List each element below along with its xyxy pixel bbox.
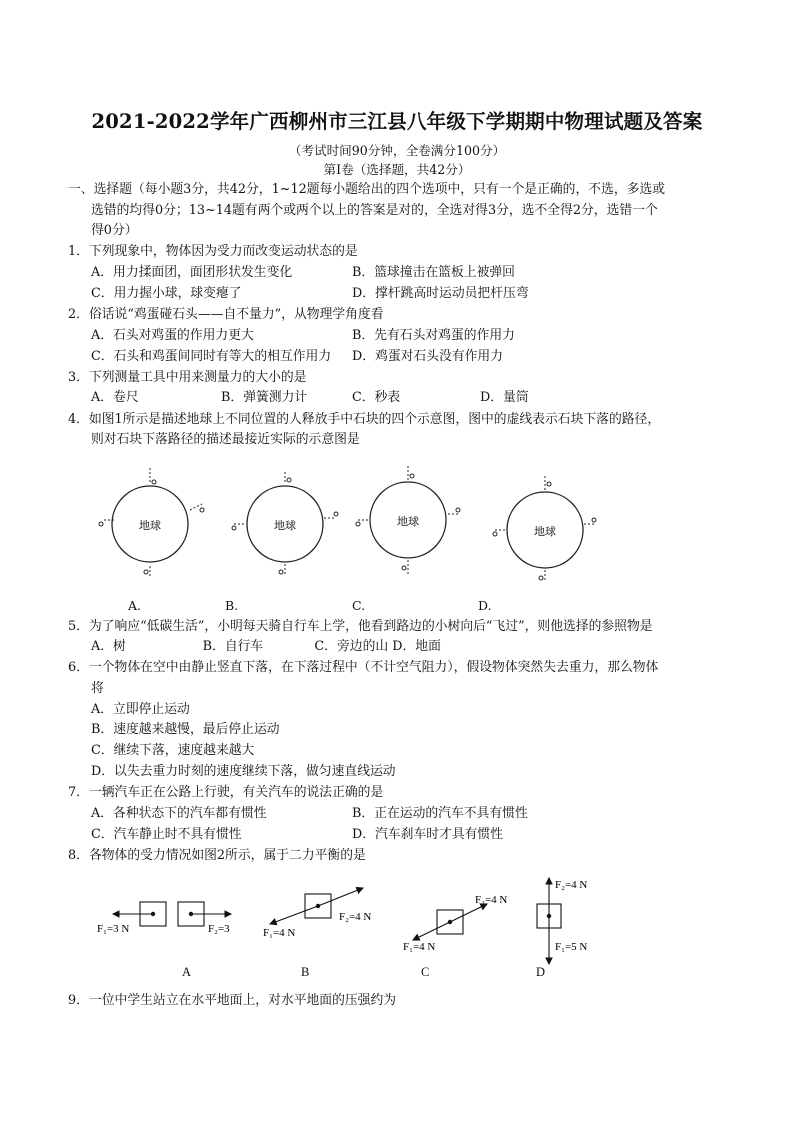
question-1-option-c: C．用力握小球，球变瘪了: [91, 286, 242, 301]
figure-1-label-b: B.: [225, 598, 239, 613]
earth-diagram-a: [99, 468, 204, 578]
question-3-option-b: B．弹簧测力计: [221, 390, 308, 405]
question-6-stem-line-1: 6．一个物体在空中由静止竖直下落，在下落过程中（不计空气阻力），假设物体突然失去重力，那么物体: [68, 660, 659, 675]
figure-1-earth-diagrams: [90, 462, 610, 592]
earth-label: 地球: [534, 526, 556, 538]
force-label-d-f2: F₂=4 N: [555, 879, 588, 891]
question-5-stem: 5．为了响应“低碳生活”，小明每天骑自行车上学，他看到路边的小树向后“飞过”，则他选择的参照物是: [68, 619, 653, 634]
force-label-b-f1: F₁=4 N: [263, 927, 296, 939]
page-title: 2021-2022学年广西柳州市三江县八年级下学期期中物理试题及答案: [91, 110, 703, 133]
question-7-option-a: A．各种状态下的汽车都有惯性: [91, 806, 267, 821]
force-label-c-f2: F₂=4 N: [475, 894, 508, 906]
earth-diagram-b: [232, 472, 338, 576]
question-1-option-b: B．篮球撞击在篮板上被弹回: [352, 265, 515, 280]
earth-label: 地球: [139, 520, 161, 532]
question-1-option-d: D．撑杆跳高时运动员把杆压弯: [352, 286, 529, 301]
question-2-option-b: B．先有石头对鸡蛋的作用力: [352, 328, 515, 343]
question-4-stem-line-1: 4．如图1所示是描述地球上不同位置的人释放手中石块的四个示意图，图中的虚线表示石块下落的路径，: [68, 412, 661, 427]
earth-diagram-c: [356, 466, 460, 574]
section-instructions-line-3: 得0分）: [91, 223, 138, 238]
question-6-option-b: B．速度越来越慢，最后停止运动: [91, 722, 280, 737]
exam-info: （考试时间90分钟，全卷满分100分）: [288, 143, 506, 158]
force-diagram-b: [263, 888, 371, 939]
earth-diagram-d: [493, 476, 596, 582]
earth-label: 地球: [397, 516, 419, 528]
question-3-option-a: A．卷尺: [91, 390, 139, 405]
question-9-stem: 9．一位中学生站立在水平地面上，对水平地面的压强约为: [68, 993, 397, 1008]
question-1-stem: 1．下列现象中，物体因为受力而改变运动状态的是: [68, 244, 358, 259]
question-6-option-a: A．立即停止运动: [91, 702, 190, 717]
figure-2-label-b: B: [301, 965, 310, 979]
question-7-option-d: D．汽车刹车时才具有惯性: [352, 827, 504, 842]
figure-1-label-a: A.: [128, 598, 142, 613]
force-label-d-f1: F₁=5 N: [555, 941, 588, 953]
question-4-stem-line-2: 则对石块下落路径的描述最接近实际的示意图是: [91, 432, 360, 447]
question-6-option-c: C．继续下落，速度越来越大: [91, 743, 255, 758]
force-label-b-f2: F₂=4 N: [339, 911, 372, 923]
force-diagram-d: [537, 878, 587, 964]
question-7-option-c: C．汽车静止时不具有惯性: [91, 827, 242, 842]
force-label-a-f1: F₁=3 N: [97, 923, 130, 935]
question-2-option-d: D．鸡蛋对石头没有作用力: [352, 349, 504, 364]
question-1-option-a: A．用力揉面团，面团形状发生变化: [91, 265, 293, 280]
question-5-options: A．树 B．自行车 C．旁边的山 D．地面: [91, 639, 441, 654]
question-6-stem-line-2: 将: [91, 681, 104, 696]
force-diagram-a: [97, 902, 231, 935]
question-3-option-c: C．秒表: [352, 390, 401, 405]
figure-2-label-a: A: [182, 965, 192, 979]
question-7-option-b: B．正在运动的汽车不具有惯性: [352, 806, 528, 821]
question-2-stem: 2．俗话说“鸡蛋碰石头——自不量力”，从物理学角度看: [68, 307, 384, 322]
question-8-stem: 8．各物体的受力情况如图2所示，属于二力平衡的是: [68, 848, 366, 863]
section-instructions-line-1: 一、选择题（每小题3分，共42分，1~12题每小题给出的四个选项中，只有一个是正确的，不选，多选或: [68, 182, 666, 197]
question-6-option-d: D．以失去重力时刻的速度继续下落，做匀速直线运动: [91, 764, 396, 779]
figure-2-label-c: C: [421, 965, 430, 979]
figure-1-label-c: C.: [352, 598, 366, 613]
figure-2-label-d: D: [536, 965, 546, 979]
section-instructions-line-2: 选错的均得0分；13~14题有两个或两个以上的答案是对的，全选对得3分，选不全得2分，选错一个: [91, 203, 658, 218]
question-3-stem: 3．下列测量工具中用来测量力的大小的是: [68, 370, 307, 385]
force-diagram-c: [403, 894, 507, 953]
force-label-c-f1: F₁=4 N: [403, 941, 436, 953]
figure-1-label-d: D.: [478, 598, 492, 613]
part-heading: 第Ⅰ卷（选择题，共42分）: [323, 162, 471, 177]
question-7-stem: 7．一辆汽车正在公路上行驶，有关汽车的说法正确的是: [68, 785, 384, 800]
question-3-option-d: D．量筒: [480, 390, 529, 405]
force-label-a-f2: F₂=3: [208, 923, 230, 935]
question-2-option-c: C．石头和鸡蛋间同时有等大的相互作用力: [91, 349, 332, 364]
question-2-option-a: A．石头对鸡蛋的作用力更大: [91, 328, 254, 343]
earth-label: 地球: [274, 520, 296, 532]
